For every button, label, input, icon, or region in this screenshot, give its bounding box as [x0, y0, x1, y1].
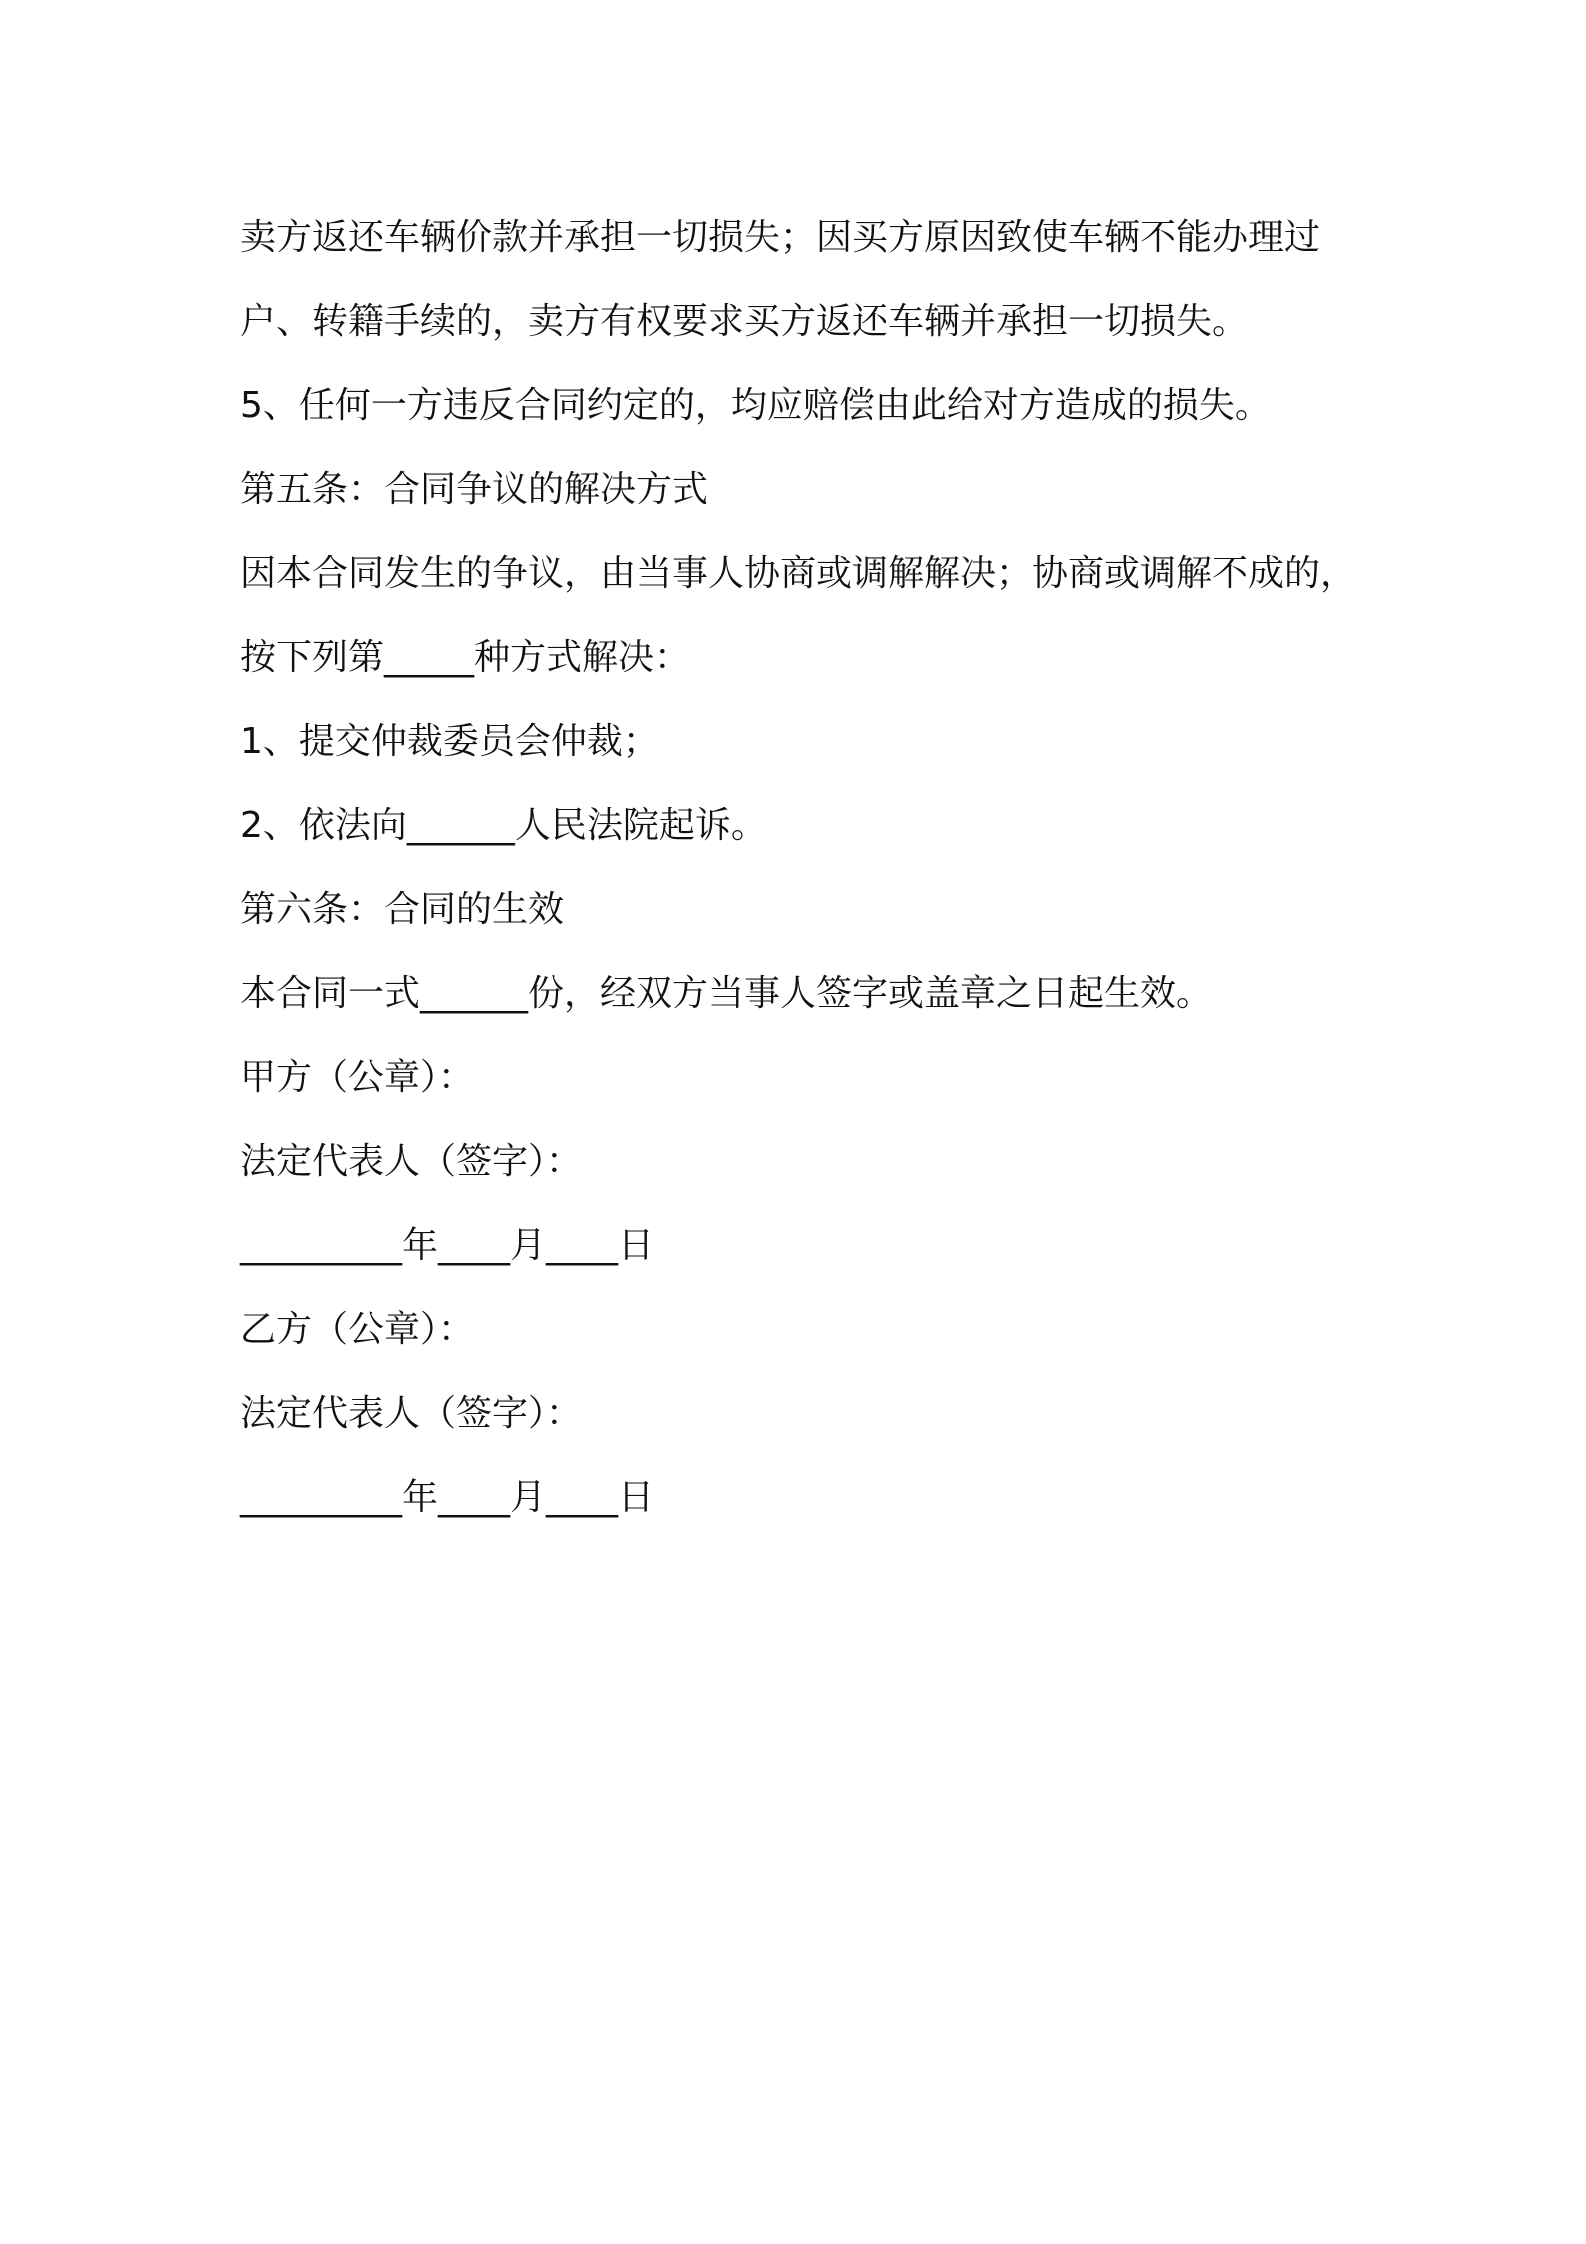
- article-6-heading: 第六条：合同的生效: [240, 889, 565, 930]
- dispute-option-2: 2、依法向______人民法院起诉。: [240, 805, 767, 846]
- paragraph-line-1: 卖方返还车辆价款并承担一切损失；因买方原因致使车辆不能办理过: [240, 217, 1321, 258]
- effectiveness-text: 本合同一式______份，经双方当事人签字或盖章之日起生效。: [240, 973, 1213, 1014]
- article-5-heading: 第五条：合同争议的解决方式: [240, 469, 709, 510]
- paragraph-line-2: 户、转籍手续的，卖方有权要求买方返还车辆并承担一切损失。: [240, 301, 1249, 342]
- party-a-representative-label: 法定代表人（签字）：: [240, 1141, 583, 1182]
- clause-5-text: 5、任何一方违反合同约定的，均应赔偿由此给对方造成的损失。: [240, 385, 1271, 426]
- party-b-representative-label: 法定代表人（签字）：: [240, 1393, 583, 1434]
- dispute-option-1: 1、提交仲裁委员会仲裁；: [240, 721, 659, 762]
- dispute-paragraph-line-1: 因本合同发生的争议，由当事人协商或调解解决；协商或调解不成的，: [240, 553, 1357, 594]
- party-a-date-line: _________年____月____日: [240, 1225, 654, 1266]
- document-body: [240, 196, 1360, 1540]
- party-a-seal-label: 甲方（公章）：: [240, 1057, 475, 1098]
- dispute-paragraph-line-2: 按下列第_____种方式解决：: [240, 637, 691, 678]
- party-b-date-line: _________年____月____日: [240, 1477, 654, 1518]
- party-b-seal-label: 乙方（公章）：: [240, 1309, 475, 1350]
